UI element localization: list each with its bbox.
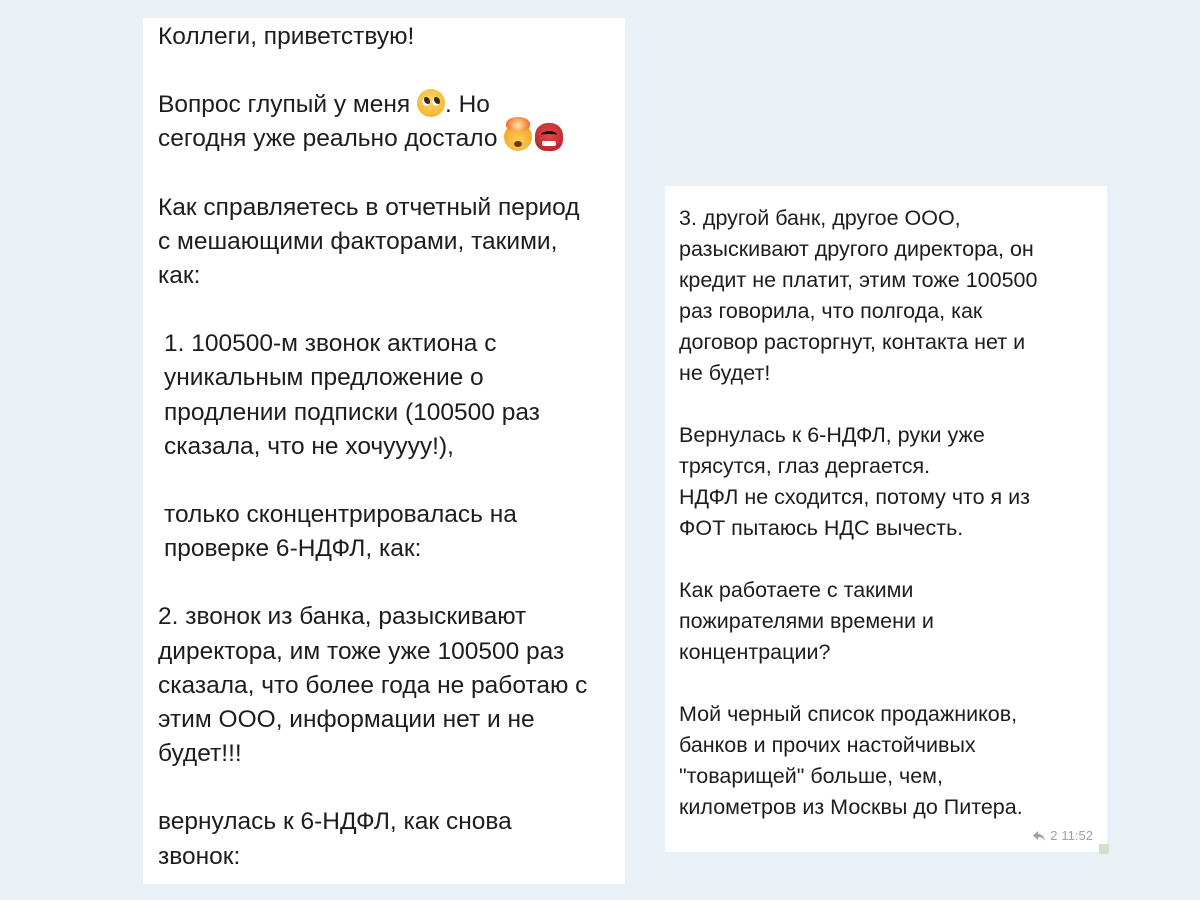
message-return: Вернулась к 6-НДФЛ, руки уже трясутся, глаз дергается. НДФЛ не сходится, потому что я из ФОТ пытаюсь НДС вычесть. — [679, 423, 1031, 540]
reply-arrow-icon[interactable] — [1032, 830, 1046, 842]
message-greeting: Коллеги, приветствую! — [158, 23, 415, 50]
goblin-mask-emoji-icon — [535, 123, 563, 151]
question-line-2: сегодня уже реально достало — [158, 125, 498, 153]
message-time: 11:52 — [1061, 828, 1093, 843]
message-question — [158, 88, 615, 156]
exploding-head-emoji-icon — [504, 123, 532, 151]
message-intro: Как справляетесь в отчетный период с мешающими факторами, такими, как: — [158, 193, 580, 290]
message-back: вернулась к 6-НДФЛ, как снова звонок: — [158, 808, 512, 870]
question-line-1-tail: . Но — [445, 91, 490, 119]
bubble-tail — [1099, 844, 1109, 854]
message-focus: только сконцентрировалась на проверке 6-НДФЛ, как: — [164, 501, 517, 563]
pleading-face-emoji-icon — [417, 89, 445, 117]
message-ask: Как работаете с такими пожирателями времени и концентрации? — [679, 578, 934, 664]
message-bubble-left — [143, 18, 625, 884]
message-bubble-right — [665, 186, 1107, 852]
message-meta — [1032, 828, 1093, 844]
message-item-1: 1. 100500-м звонок актиона с уникальным предложение о продлении подписки (100500 раз сказала, что не хочуууу!), — [164, 330, 540, 460]
message-blacklist: Мой черный список продажников, банков и прочих настойчивых "товарищей" больше, чем, километров из Москвы до Питера. — [679, 702, 1023, 819]
message-item-3: 3. другой банк, другое ООО, разыскивают другого директора, он кредит не платит, этим тоже 100500 раз говорила, что полгода, как договор расторгнут, контакта нет и не будет! — [679, 206, 1038, 385]
reply-count[interactable]: 2 — [1050, 828, 1058, 843]
question-line-1: Вопрос глупый у меня — [158, 91, 411, 119]
message-item-2: 2. звонок из банка, разыскивают директора, им тоже уже 100500 раз сказала, что более года не работаю с этим ООО, информации нет и не будет!!! — [158, 603, 588, 768]
